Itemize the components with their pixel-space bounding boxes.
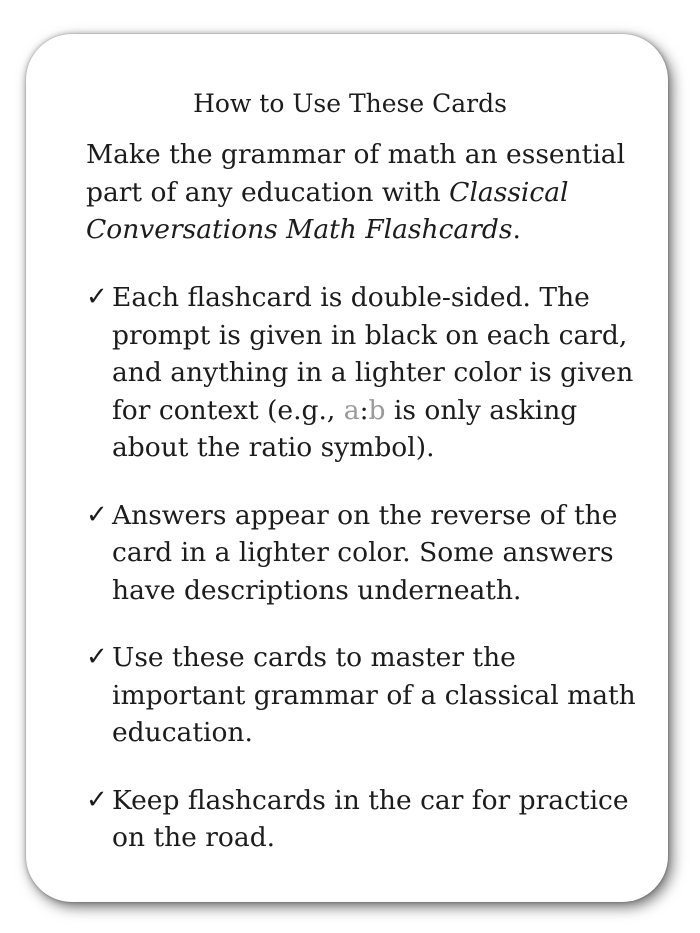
bullet-text-end: is only asking about the ratio symbol).: [112, 394, 578, 463]
instruction-list: [86, 279, 646, 857]
list-item: [86, 497, 646, 610]
list-item: [86, 782, 646, 857]
ratio-colon: :: [359, 394, 369, 426]
checkmark-icon: ✓: [86, 282, 108, 312]
bullet-text: Use these cards to master the important grammar of a classical math education.: [112, 642, 636, 748]
list-item: [86, 279, 646, 467]
card-title: How to Use These Cards: [193, 89, 507, 118]
product-name: Classical Conversations Math Flashcards: [86, 176, 569, 245]
checkmark-icon: ✓: [86, 499, 108, 530]
ratio-term-a: a: [343, 394, 360, 426]
checkmark-icon: ✓: [86, 642, 108, 672]
bullet-text: Keep flashcards in the car for practice on the road.: [112, 784, 629, 853]
ratio-term-b: b: [368, 394, 386, 426]
list-item: [86, 639, 646, 752]
intro-period: .: [512, 214, 521, 245]
intro-text: Make the grammar of math an essential part of any education with: [86, 139, 626, 208]
checkmark-icon: ✓: [86, 784, 108, 815]
bullet-text: Answers appear on the reverse of the card in a lighter color. Some answers have descriptions underneath.: [112, 499, 618, 606]
intro-paragraph: [86, 136, 646, 249]
bullet-text: Each flashcard is double-sided. The prompt is given in black on each card, and anything in a lighter color is given for context (e.g.,: [112, 282, 634, 426]
